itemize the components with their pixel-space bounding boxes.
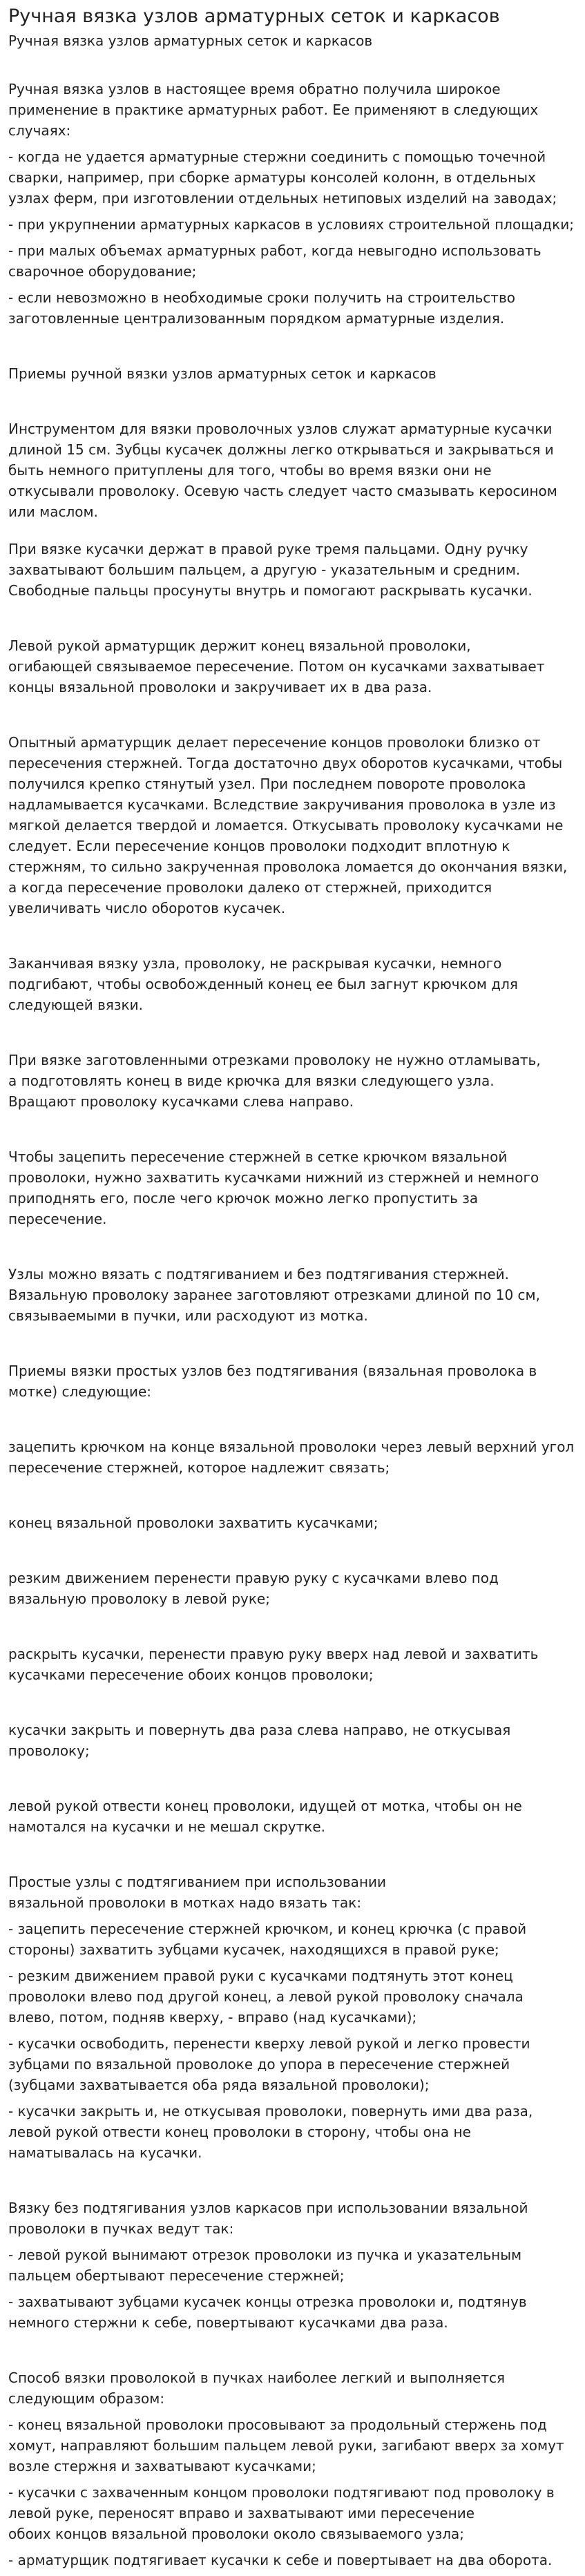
- paragraph: При вязке кусачки держат в правой руке тремя пальцами. Одну ручку захватывают большим пальцем, а другую - указательным и средним. Свободные пальцы просунуты внутрь и помогают раскрывать кусачки.: [8, 541, 533, 599]
- list-item: - кусачки с захваченным концом проволоки подтягивают под проволоку в левой руке, переносят вправо и захватывают ими пересечение обоих концов вязальной проволоки около связываемого узла;: [8, 2484, 555, 2542]
- list-item: - захватывают зубцами кусачек концы отрезка проволоки и, подтянув немного стержни к себе, повертывают кусачками два раза.: [8, 2294, 527, 2331]
- list-step: зацепить крючком на конце вязальной проволоки через левый верхний угол пересечение стержней, которое надлежит связать;: [8, 1439, 575, 1476]
- list-step: левой рукой отвести конец проволоки, идущей от мотка, чтобы он не намотался на кусачки и не мешал скрутке.: [8, 1798, 522, 1835]
- list-step: раскрыть кусачки, перенести правую руку вверх над левой и захватить кусачками пересечение обоих концов проволоки;: [8, 1646, 539, 1683]
- paragraph: Опытный арматурщик делает пересечение концов проволоки близко от пересечения стержней. Тогда достаточно двух оборотов кусачками, чтобы получился крепко стянутый узел. При последнем повороте проволока надламывается кусачками. Вследствие закручивания проволока в узле из мягкой делается твердой и ломается. Откусывать проволоку кусачками не следует. Если пересечение концов проволоки подходит вплотную к стержням, то сильно закрученная проволока ломается до окончания вязки, а когда пересечение проволоки далеко от стержней, приходится увеличивать число оборотов кусачек.: [8, 734, 568, 916]
- list-item: - при малых объемах арматурных работ, когда невыгодно использовать сварочное оборудование;: [8, 242, 541, 280]
- paragraph: Инструментом для вязки проволочных узлов служат арматурные кусачки длиной 15 см. Зубцы кусачек должны легко открываться и закрываться и быть немного притуплены для того, чтобы во время вязки они не откусывали проволоку. Осевую часть следует часто смазывать керосином или маслом.: [8, 421, 557, 520]
- section-intro: Простые узлы с подтягиванием при использовании вязальной проволоки в мотках надо вязать так:: [8, 1874, 387, 1911]
- paragraph: Приемы вязки простых узлов без подтягивания (вязальная проволока в мотке) следующие:: [8, 1363, 537, 1400]
- paragraph: Левой рукой арматурщик держит конец вязальной проволоки, огибающей связываемое пересечение. Потом он кусачками захватывает концы вязальной проволоки и закручивает их в два раза.: [8, 637, 545, 695]
- list-item: - конец вязальной проволоки просовывают за продольный стержень под хомут, направляют большим пальцем левой руки, загибают вверх за хомут возле стержня и захватывают кусачками;: [8, 2416, 564, 2474]
- section-intro: Ручная вязка узлов в настоящее время обратно получила широкое применение в практике арматурных работ. Ее применяют в следующих случаях:: [8, 81, 539, 139]
- section-intro: Способ вязки проволокой в пучках наиболее легкий и выполняется следующим образом:: [8, 2370, 506, 2407]
- page-subtitle: Ручная вязка узлов арматурных сеток и каркасов: [8, 32, 373, 49]
- paragraph: При вязке заготовленными отрезками проволоку не нужно отламывать, а подготовлять конец в виде крючка для вязки следующего узла. Вращают проволоку кусачками слева направо.: [8, 1052, 541, 1110]
- list-item: - кусачки освободить, перенести кверху левой рукой и легко провести зубцами по вязальной проволоке до упора в пересечение стержней (зубцами захватывается оба ряда вязальной проволоки);: [8, 2035, 530, 2093]
- section-heading: Приемы ручной вязки узлов арматурных сеток и каркасов: [8, 365, 437, 382]
- list-item: - левой рукой вынимают отрезок проволоки из пучка и указательным пальцем обертывают пересечение стержней;: [8, 2247, 522, 2284]
- page-title: Ручная вязка узлов арматурных сеток и каркасов: [8, 6, 500, 27]
- paragraph: Чтобы зацепить пересечение стержней в сетке крючком вязальной проволоки, нужно захватить кусачками нижний из стержней и немного приподнять его, после чего крючок можно легко пропустить за пересечение.: [8, 1148, 539, 1227]
- list-step: резким движением перенести правую руку с кусачками влево под вязальную проволоку в левой руке;: [8, 1570, 499, 1607]
- paragraph: Узлы можно вязать с подтягиванием и без подтягивания стержней. Вязальную проволоку заранее заготовляют отрезками длиной по 10 см, связываемыми в пучки, или расходуют из мотка.: [8, 1266, 540, 1324]
- list-item: - при укрупнении арматурных каркасов в условиях строительной площадки;: [8, 216, 574, 233]
- list-item: - если невозможно в необходимые сроки получить на строительство заготовленные централизованным порядком арматурные изделия.: [8, 289, 515, 327]
- list-step: кусачки закрыть и повернуть два раза слева направо, не откусывая проволоку;: [8, 1722, 511, 1759]
- list-item: - резким движением правой руки с кусачками подтянуть этот конец проволоки влево под другой конец, а левой рукой проволоку сначала влево, потом, подняв кверху, - вправо (над кусачками);: [8, 1968, 524, 2026]
- list-item: - арматурщик подтягивает кусачки к себе и повертывает на два оборота.: [8, 2552, 553, 2568]
- list-item: - кусачки закрыть и, не откусывая проволоки, повернуть ими два раза, левой рукой отвести конец проволоки в сторону, чтобы она не наматывалась на кусачки.: [8, 2103, 533, 2161]
- list-step: конец вязальной проволоки захватить кусачками;: [8, 1515, 378, 1531]
- paragraph: Заканчивая вязку узла, проволоку, не раскрывая кусачки, немного подгибают, чтобы освобожденный конец ее был загнут крючком для следующей вязки.: [8, 955, 518, 1013]
- list-item: - зацепить пересечение стержней крючком, и конец крючка (с правой стороны) захватить зубцами кусачек, находящихся в правой руке;: [8, 1921, 527, 1958]
- list-item: - когда не удается арматурные стержни соединить с помощью точечной сварки, например, при сборке арматуры консолей колонн, в отдельных узлах ферм, при изготовлении отдельных нетиповых изделий на заводах;: [8, 148, 557, 206]
- section-intro: Вязку без подтягивания узлов каркасов при использовании вязальной проволоки в пучках ведут так:: [8, 2200, 528, 2237]
